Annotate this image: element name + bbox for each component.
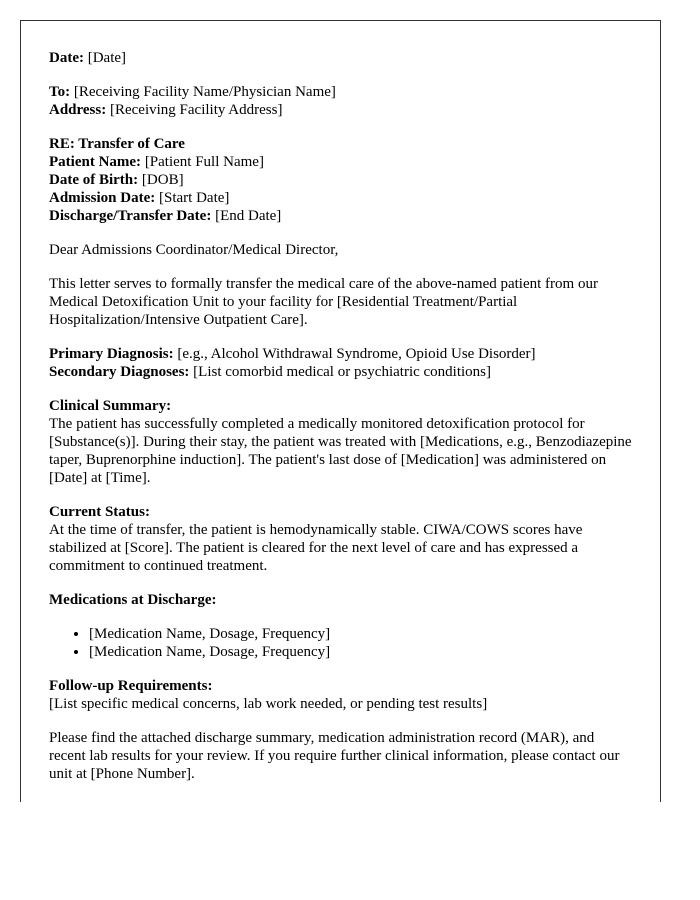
follow-up-text: [List specific medical concerns, lab work needed, or pending test results] bbox=[49, 696, 488, 712]
to-label: To: bbox=[49, 84, 71, 100]
medication-item: • [Medication Name, Dosage, Frequency] bbox=[89, 643, 632, 661]
primary-diagnosis-line bbox=[49, 345, 632, 363]
date-line bbox=[49, 49, 632, 67]
medications-heading-block bbox=[49, 591, 632, 609]
current-status-section bbox=[49, 503, 632, 575]
discharge-date-line bbox=[49, 207, 632, 225]
admission-date-line bbox=[49, 189, 632, 207]
dob-line bbox=[49, 171, 632, 189]
clinical-summary-section bbox=[49, 397, 632, 487]
address-label: Address: bbox=[49, 102, 107, 118]
re-subject: RE: Transfer of Care bbox=[49, 136, 185, 152]
follow-up-heading: Follow-up Requirements: bbox=[49, 678, 213, 694]
secondary-diagnoses-label: Secondary Diagnoses: bbox=[49, 364, 190, 380]
diagnoses-block bbox=[49, 345, 632, 381]
medications-heading: Medications at Discharge: bbox=[49, 592, 217, 608]
medication-item: • [Medication Name, Dosage, Frequency] bbox=[89, 625, 632, 643]
re-block bbox=[49, 135, 632, 225]
patient-name-line bbox=[49, 153, 632, 171]
recipient-block bbox=[49, 83, 632, 119]
follow-up-section bbox=[49, 677, 632, 713]
medications-list bbox=[49, 625, 632, 661]
primary-diagnosis-value: [e.g., Alcohol Withdrawal Syndrome, Opioid Use Disorder] bbox=[177, 346, 536, 362]
current-status-heading: Current Status: bbox=[49, 504, 150, 520]
dob-label: Date of Birth: bbox=[49, 172, 139, 188]
date-block bbox=[49, 49, 632, 67]
primary-diagnosis-label: Primary Diagnosis: bbox=[49, 346, 174, 362]
date-label: Date: bbox=[49, 50, 84, 66]
discharge-date-label: Discharge/Transfer Date: bbox=[49, 208, 212, 224]
dob-value: [DOB] bbox=[141, 172, 184, 188]
patient-name-label: Patient Name: bbox=[49, 154, 142, 170]
discharge-date-value: [End Date] bbox=[215, 208, 282, 224]
patient-name-value: [Patient Full Name] bbox=[144, 154, 264, 170]
current-status-text: At the time of transfer, the patient is hemodynamically stable. CIWA/COWS scores have stabilized at [Score]. The patient is cleared for the next level of care and has expressed a commitment to continued treatment. bbox=[49, 522, 583, 574]
to-line bbox=[49, 83, 632, 101]
secondary-diagnoses-line bbox=[49, 363, 632, 381]
salutation: Dear Admissions Coordinator/Medical Director, bbox=[49, 242, 339, 258]
clinical-summary-heading: Clinical Summary: bbox=[49, 398, 172, 414]
address-line bbox=[49, 101, 632, 119]
admission-date-value: [Start Date] bbox=[159, 190, 230, 206]
admission-date-label: Admission Date: bbox=[49, 190, 156, 206]
clinical-summary-text: The patient has successfully completed a medically monitored detoxification protocol for [Substance(s)]. During their stay, the patient was treated with [Medications, e.g., Benzodiazepine taper, Buprenorphine induction]. The patient's last dose of [Medication] was administered on [Date] at [Time]. bbox=[49, 416, 632, 486]
transfer-letter bbox=[20, 20, 661, 802]
closing-paragraph: Please find the attached discharge summary, medication administration record (MAR), and recent lab results for your review. If you require further clinical information, please contact our unit at [Phone Number]. bbox=[49, 730, 620, 782]
date-value: [Date] bbox=[87, 50, 127, 66]
secondary-diagnoses-value: [List comorbid medical or psychiatric conditions] bbox=[193, 364, 492, 380]
address-value: [Receiving Facility Address] bbox=[109, 102, 283, 118]
to-value: [Receiving Facility Name/Physician Name] bbox=[73, 84, 336, 100]
intro-paragraph: This letter serves to formally transfer the medical care of the above-named patient from our Medical Detoxification Unit to your facility for [Residential Treatment/Partial Hospitalization/Intensive Outpatient Care]. bbox=[49, 276, 598, 328]
